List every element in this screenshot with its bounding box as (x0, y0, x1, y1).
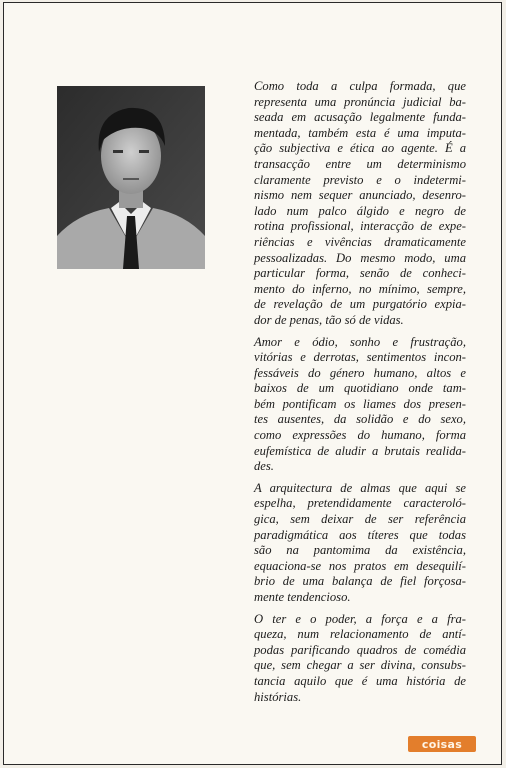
blurb-line: vitórias e derrotas, sentimentos incon- (254, 350, 466, 365)
blurb-line: riências e vivências dramaticamente (254, 234, 466, 249)
blurb-line: Como toda a culpa formada, que (254, 79, 466, 93)
blurb-line: lado num palco álgido e negro de (254, 203, 466, 218)
blurb-line: bém pontificam os liames dos presen- (254, 396, 466, 411)
blurb-line: particular forma, senão de conheci- (254, 266, 466, 281)
blurb-paragraph-2 (254, 335, 466, 475)
blurb-line: equaciona-se nos pratos em desequilí- (254, 558, 466, 573)
blurb-line: queza, num relacionamento de antí- (254, 627, 466, 642)
blurb-line: tancia aquilo que é uma história de (254, 673, 466, 688)
blurb-line: que, sem chegar a ser divina, consubs- (254, 658, 466, 673)
blurb-line: gica, sem deixar de ser referência (254, 512, 466, 527)
blurb-paragraph-1 (254, 79, 466, 329)
blurb-line: podas parificando quadros de comédia (254, 642, 466, 657)
blurb-paragraph-3 (254, 481, 466, 606)
author-portrait-image (57, 86, 205, 269)
blurb-line: O ter e o poder, a força e a fra- (254, 611, 466, 626)
blurb-line: ção subjectiva e ética ao agente. É a (254, 141, 466, 156)
blurb-line: tes ausentes, da solidão e do sexo, (254, 412, 466, 427)
publisher-logo (408, 736, 476, 752)
blurb-line: espelha, pretendidamente caracteroló- (254, 496, 466, 511)
blurb-line: fessáveis do género humano, altos e (254, 365, 466, 380)
blurb-line: mentada, também esta é uma imputa- (254, 125, 466, 140)
blurb-line: transacção entre um determinismo (254, 156, 466, 171)
blurb-line: brio de uma balança de fiel forçosa- (254, 574, 466, 589)
blurb-line: paradigmática aos títeres que todas (254, 527, 466, 542)
blurb-line: seada em acusação legalmente funda- (254, 110, 466, 125)
blurb-line: representa uma pronúncia judicial ba- (254, 94, 466, 109)
blurb-line: mente tendencioso. (254, 590, 351, 604)
blurb-line: de revelação de um purgatório expia- (254, 297, 466, 312)
blurb-line: rotina profissional, interacção de expe- (254, 219, 466, 234)
blurb-line: nismo nem sequer anunciado, desenro- (254, 188, 466, 203)
blurb-line: eufemística de aludir a brutais realida- (254, 443, 466, 458)
blurb-line: pessoalizadas. Do mesmo modo, uma (254, 250, 466, 265)
blurb-line: Amor e ódio, sonho e frustração, (254, 334, 466, 349)
blurb-line: claramente previsto e o indetermi- (254, 172, 466, 187)
publisher-logo-text: coisas (421, 737, 463, 751)
blurb-line: baixos de um quotidiano onde tam- (254, 381, 466, 396)
blurb-line: mento do inferno, no mínimo, sempre, (254, 281, 466, 296)
blurb-line: como expressões do humano, forma (254, 428, 466, 443)
blurb-line: histórias. (254, 689, 302, 704)
blurb-line: dor de penas, tão só de vidas. (254, 312, 404, 327)
blurb-line: A arquitectura de almas que aqui se (254, 480, 466, 495)
blurb-line: são na pantomima da existência, (254, 543, 466, 558)
blurb-line: des. (254, 459, 274, 474)
back-cover-blurb (254, 79, 466, 711)
author-photo (57, 86, 205, 269)
blurb-paragraph-4 (254, 612, 466, 706)
